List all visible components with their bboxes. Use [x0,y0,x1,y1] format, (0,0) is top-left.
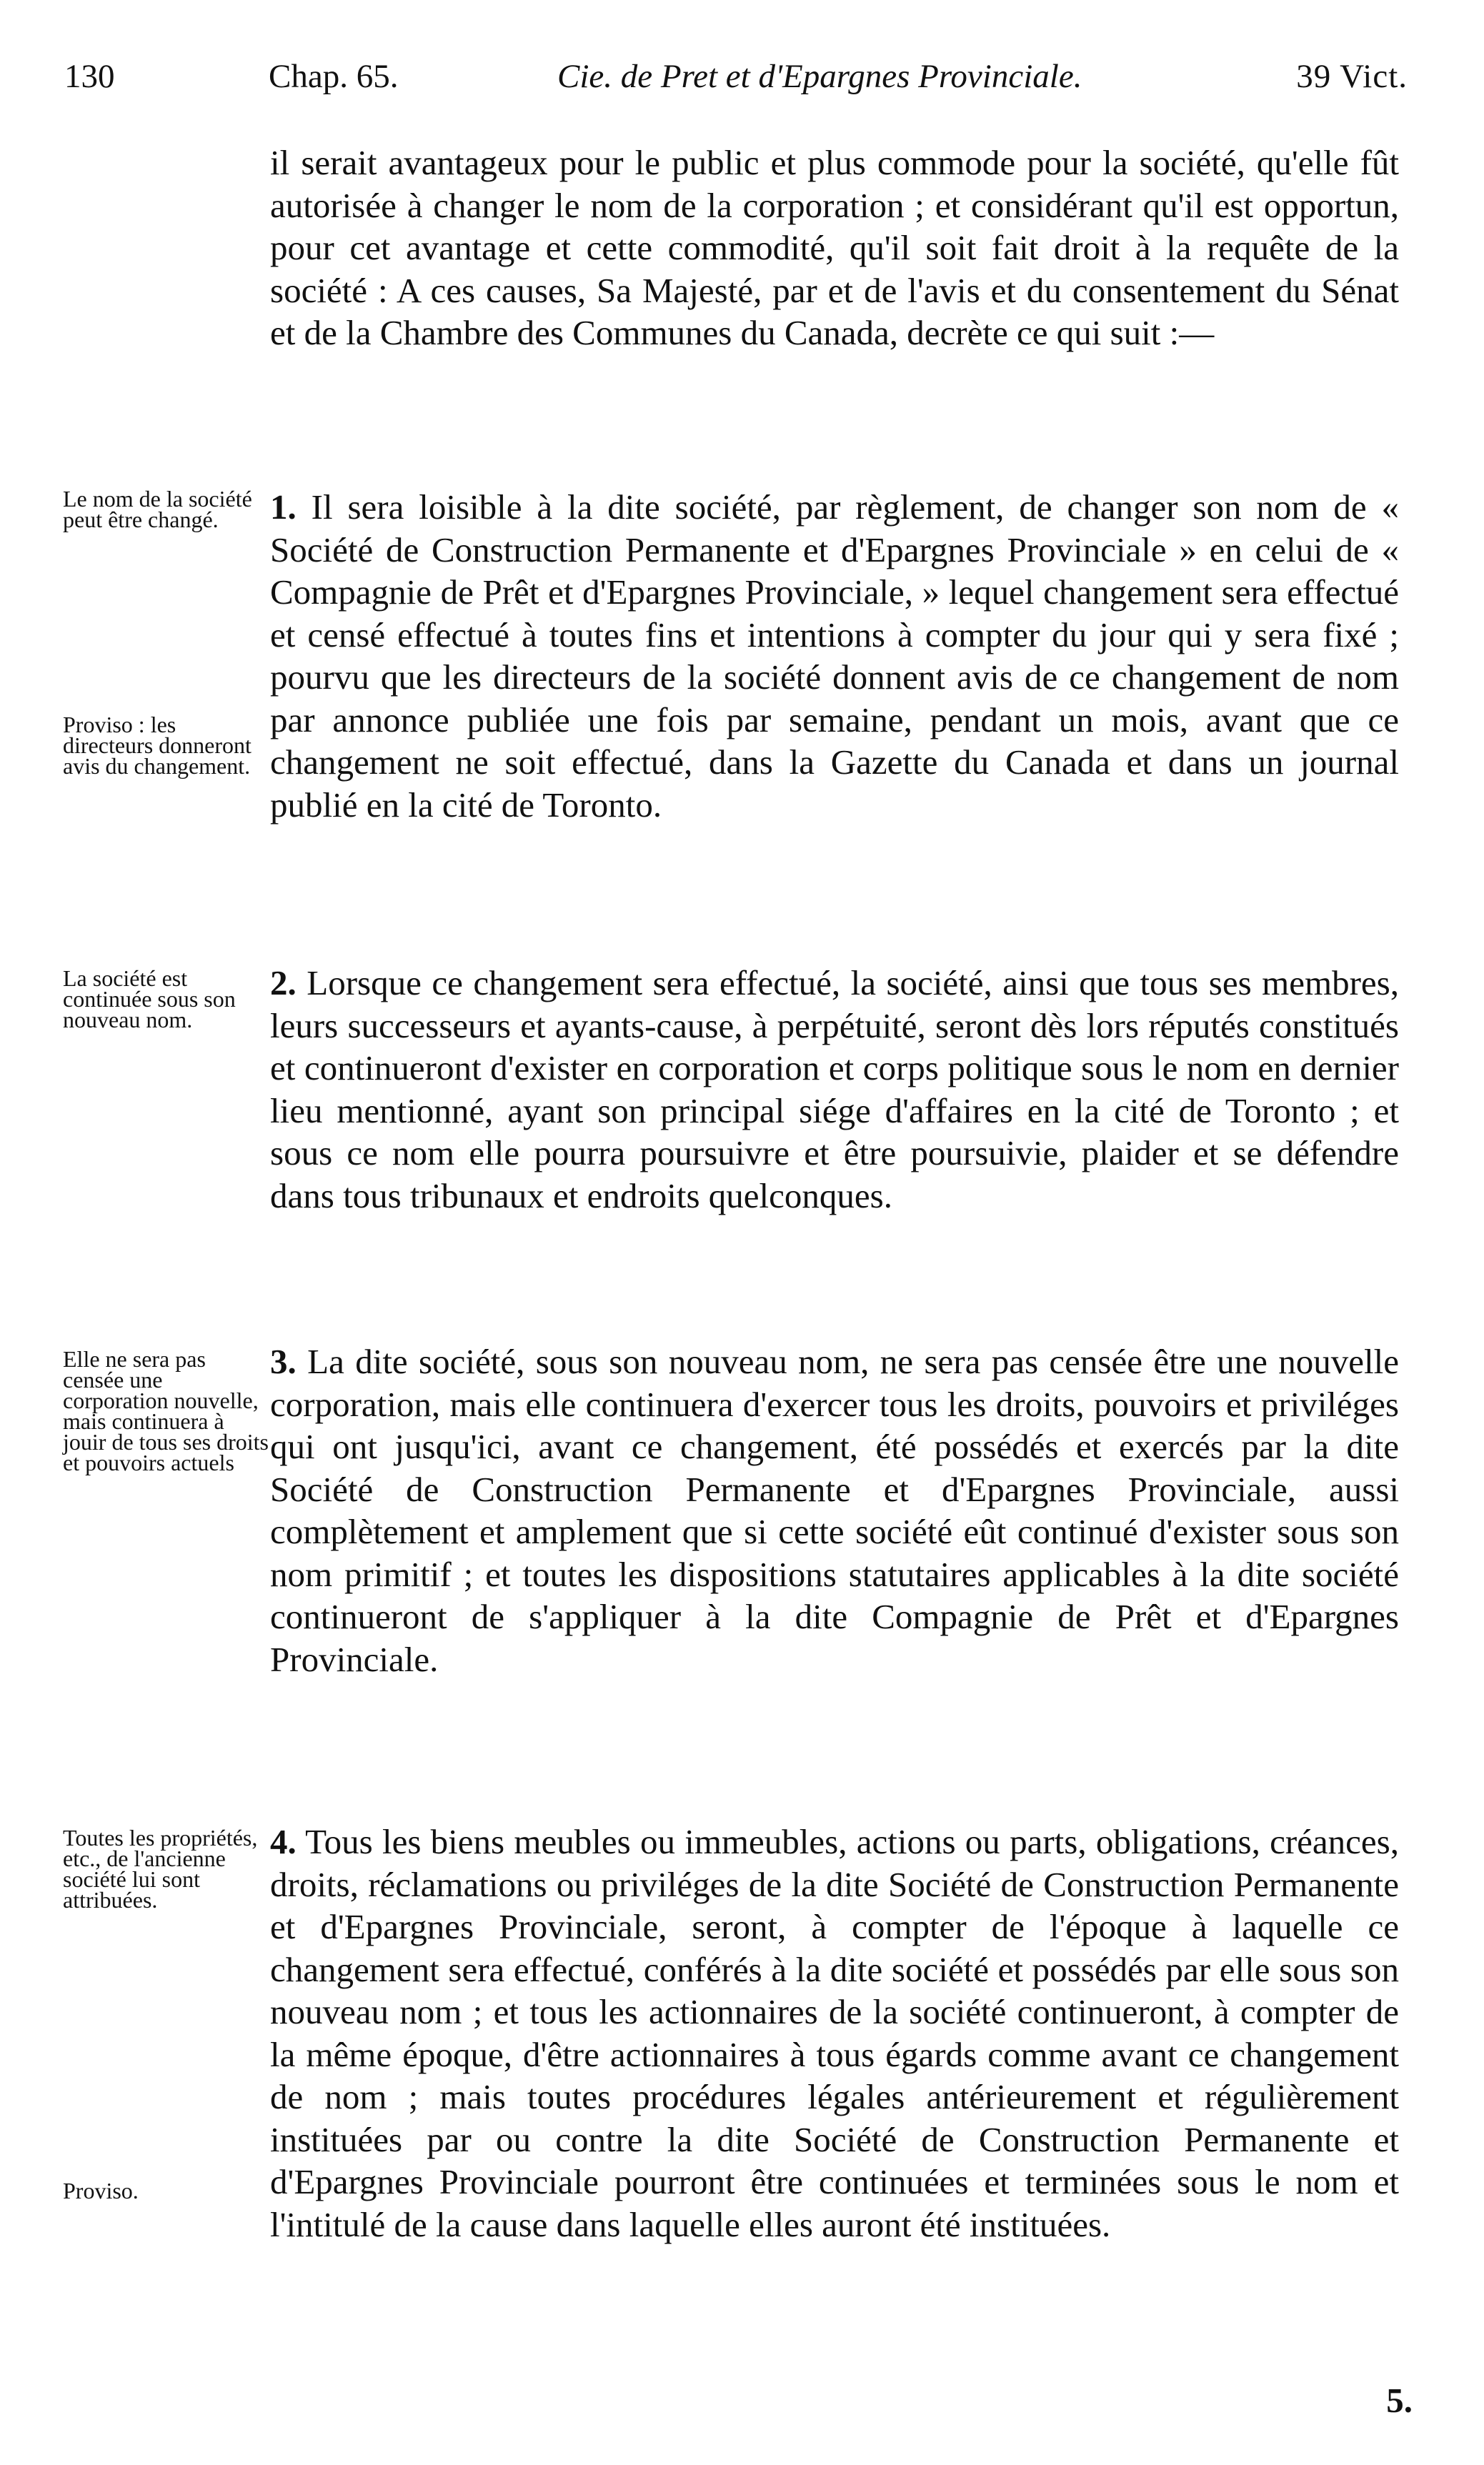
chapter-label: Chap. 65. [269,58,399,95]
margin-note-not-new-corporation: Elle ne sera pas censée une corporation nouvelle, mais continuera à jouir de tous ses droits et pouvoirs actuels [63,1346,269,1475]
section-number: 1. [270,487,297,527]
section-3 [270,1340,1399,1680]
section-text: La dite société, sous son nouveau nom, ne sera pas censée être une nouvelle corporation, mais elle continuera d'exercer tous les droits, pouvoirs et priviléges qui ont jusqu'ici, avant ce changement, été possédés et exercés par la dite Société de Construction Permanente et d'Epargnes Provinciale, aussi complètement et amplement que si cette société eût continué d'exister sous son nom primitif ; et toutes les dispositions statutaires applicables à la dite société continueront de s'appliquer à la dite Compagnie de Prêt et d'Epargnes Provinciale. [270,1342,1400,1679]
regnal-year: 39 Vict. [1296,58,1408,95]
section-number: 2. [270,963,297,1002]
section-text: Il sera loisible à la dite société, par règlement, de changer son nom de « Société de Construction Permanente et d'Epargnes Provinciale » en celui de « Compagnie de Prêt et d'Epargnes Provinciale, » lequel changement sera effectué et censé effectué à toutes fins et intentions à compter du jour qui y sera fixé ; pourvu que les directeurs de la société donnent avis de ce changement de nom par annonce publiée une fois par semaine, pendant un mois, avant que ce changement ne soit effectué, dans la Gazette du Canada et dans un journal publié en la cité de Toronto. [270,487,1399,825]
page-number: 130 [64,58,115,95]
section-text: Tous les biens meubles ou immeubles, actions ou parts, obligations, créances, droits, réclamations ou priviléges de la dite Société de Construction Permanente et d'Epargnes Provinciale, seront, à compter de l'époque à laquelle ce changement sera effectué, conférés à la dite société et possédés par elle sous son nouveau nom ; et tous les actionnaires de la société continueront, à compter de la même époque, d'être actionnaires à tous égards comme avant ce changement de nom ; mais toutes procédures légales antérieurement et régulièrement instituées par ou contre la dite Société de Construction Permanente et d'Epargnes Provinciale pourront être continuées et terminées sous le nom et l'intitulé de la cause dans laquelle elles auront été instituées. [270,1822,1399,2244]
section-number: 3. [270,1342,297,1381]
section-4 [270,1821,1399,2246]
margin-note-proviso-notice: Proviso : les directeurs donneront avis du changement. [63,712,252,779]
margin-note-properties: Toutes les propriétés, etc., de l'ancienne société lui sont attribuées. [63,1825,258,1913]
section-1 [270,486,1399,826]
next-section-catchword: 5. [1386,2381,1413,2420]
running-title: Cie. de Pret et d'Epargnes Provinciale. [557,58,1082,95]
section-text: Lorsque ce changement sera effectué, la société, ainsi que tous ses membres, leurs successeurs et ayants-cause, à perpétuité, seront dès lors réputés constitués et continueront d'exister en corporation et corps politique sous le nom en dernier lieu mentionné, ayant son principal siége d'affaires en la cité de Toronto ; et sous ce nom elle pourra poursuivre et être poursuivie, plaider et se défendre dans tous tribunaux et endroits quelconques. [270,963,1400,1215]
margin-note-name-change: Le nom de la société peut être changé. [63,486,252,532]
section-2 [270,962,1399,1217]
margin-note-proviso: Proviso. [63,2178,139,2203]
preamble-text: il serait avantageux pour le public et plus commode pour la société, qu'elle fût autorisée à changer le nom de la corporation ; et considérant qu'il est opportun, pour cet avantage et cette commodité, qu'il soit fait droit à la requête de la société : A ces causes, Sa Majesté, par et de l'avis et du consentement du Sénat et de la Chambre des Communes du Canada, decrète ce qui suit :— [270,143,1399,352]
margin-note-continued: La société est continuée sous son nouveau nom. [63,965,236,1032]
page-header [64,51,1408,101]
section-number: 4. [270,1822,297,1861]
